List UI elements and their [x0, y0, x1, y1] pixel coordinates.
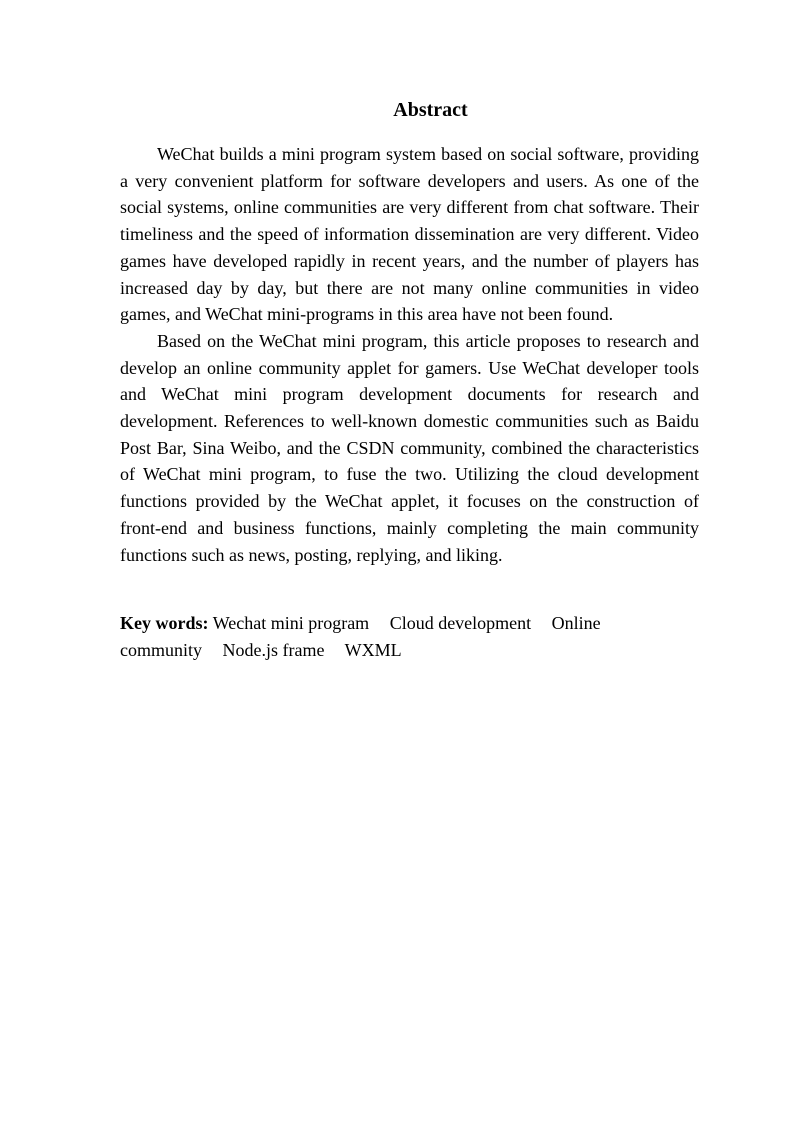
keyword-item: WXML	[344, 640, 402, 660]
keywords-line	[120, 610, 640, 664]
abstract-paragraph-1: WeChat builds a mini program system based on social software, providing a very convenient platform for software developers and users. As one of the social systems, online communities are very different from chat software. Their timeliness and the speed of information dissemination are very different. Video games have developed rapidly in recent years, and the number of players has increased day by day, but there are not many online communities in video games, and WeChat mini-programs in this area have not been found.	[120, 144, 699, 325]
keyword-item: Wechat mini program	[212, 613, 370, 633]
abstract-body	[120, 141, 699, 568]
keywords-label: Key words:	[120, 613, 209, 633]
abstract-title: Abstract	[393, 99, 468, 121]
keyword-item: Online community	[120, 613, 601, 660]
keyword-item: Cloud development	[389, 613, 532, 633]
abstract-paragraph-2: Based on the WeChat mini program, this article proposes to research and develop an online community applet for gamers. Use WeChat developer tools and WeChat mini program development documents for research and development. References to well-known domestic communities such as Baidu Post Bar, Sina Weibo, and the CSDN community, combined the characteristics of WeChat mini program, to fuse the two. Utilizing the cloud development functions provided by the WeChat applet, it focuses on the construction of front-end and business functions, mainly completing the main community functions such as news, posting, replying, and liking.	[120, 330, 699, 565]
keyword-item: Node.js frame	[222, 640, 325, 660]
